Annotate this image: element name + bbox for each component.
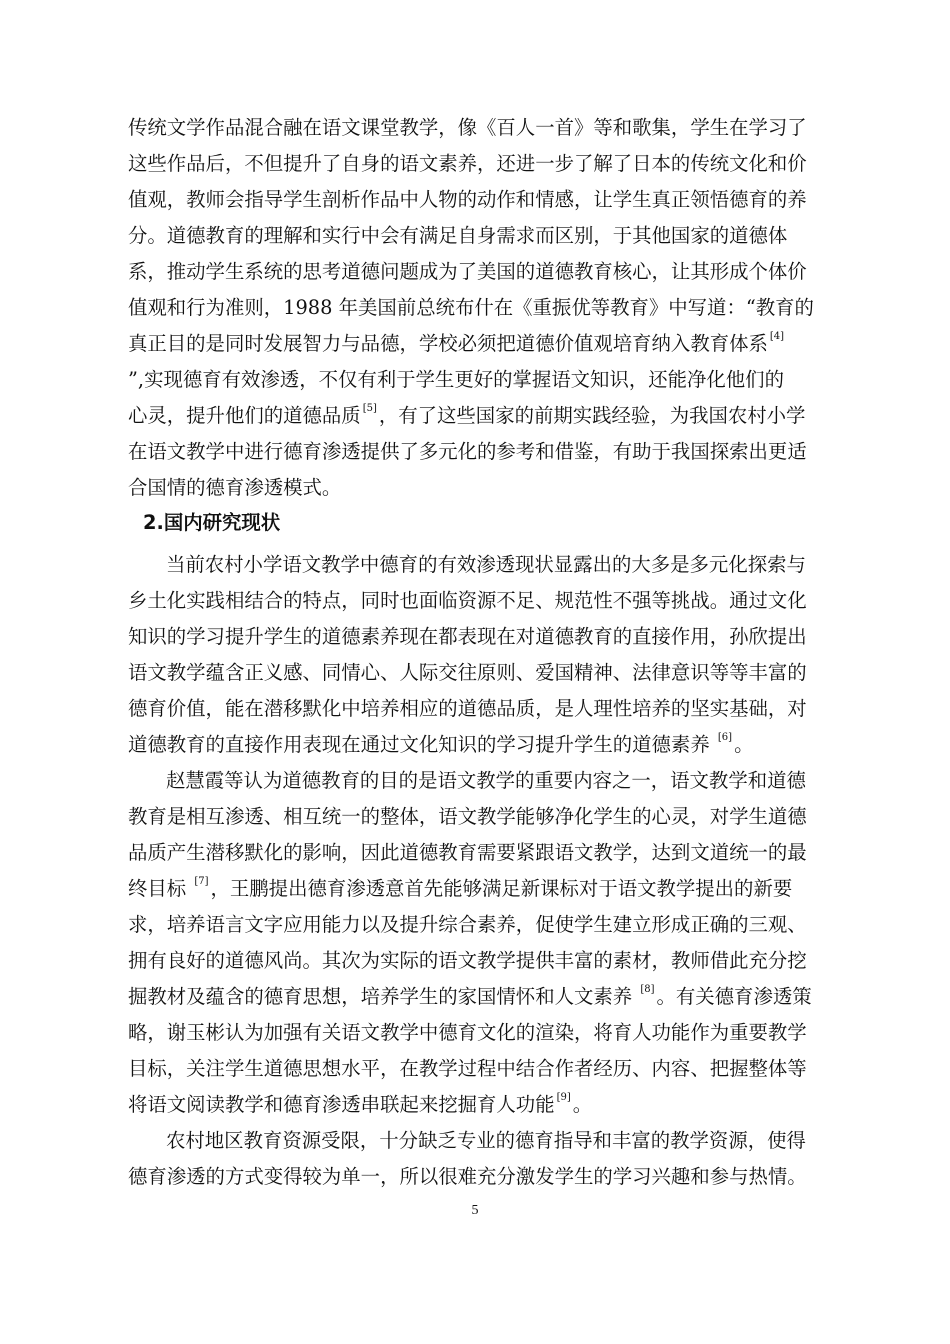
text-line: 求，培养语言文字应用能力以及提升综合素养，促使学生建立形成正确的三观、 [128, 913, 807, 936]
text-line: 赵慧霞等认为道德教育的目的是语文教学的重要内容之一，语文教学和道德 [166, 769, 806, 792]
section-heading: 2.国内研究现状 [143, 511, 281, 534]
text-segment: 。有关德育渗透策 [656, 985, 812, 1008]
text-segment: 道德教育的直接作用表现在通过文化知识的学习提升学生的道德素养 [128, 733, 710, 756]
text-segment: 掘教材及蕴含的德育思想，培养学生的家国情怀和人文素养 [128, 985, 633, 1008]
page-number: 5 [471, 1203, 479, 1218]
text-line: 传统文学作品混合融在语文课堂教学，像《百人一首》等和歌集，学生在学习了 [128, 116, 807, 139]
text-line: 系，推动学生系统的思考道德问题成为了美国的道德教育核心，让其形成个体价 [128, 260, 807, 283]
text-line: 德育价值，能在潜移默化中培养相应的道德品质，是人理性培养的坚实基础，对 [128, 697, 807, 720]
citation-ref-4: [4] [769, 331, 785, 342]
text-segment: 将语文阅读教学和德育渗透串联起来挖掘育人功能 [128, 1093, 555, 1116]
text-line: 值观，教师会指导学生剖析作品中人物的动作和情感，让学生真正领悟德育的养 [128, 188, 807, 211]
text-segment: 心灵，提升他们的道德品质 [128, 404, 361, 427]
text-line: 知识的学习提升学生的道德素养现在都表现在对道德教育的直接作用，孙欣提出 [128, 625, 807, 648]
text-segment: 。 [572, 1093, 593, 1116]
citation-ref-6: [6] [717, 732, 733, 743]
text-line: 在语文教学中进行德育渗透提供了多元化的参考和借鉴，有助于我国探索出更适 [128, 440, 807, 463]
text-line: 分。道德教育的理解和实行中会有满足自身需求而区别，于其他国家的道德体 [128, 224, 788, 247]
text-segment: 终目标 [128, 877, 187, 900]
text-line: 语文教学蕴含正义感、同情心、人际交往原则、爱国精神、法律意识等等丰富的 [128, 661, 807, 684]
text-line: 乡土化实践相结合的特点，同时也面临资源不足、规范性不强等挑战。通过文化 [128, 589, 807, 612]
citation-ref-9: [9] [556, 1092, 571, 1103]
text-line: 拥有良好的道德风尚。其次为实际的语文教学提供丰富的素材，教师借此充分挖 [128, 949, 807, 972]
text-line: 德育渗透的方式变得较为单一，所以很难充分激发学生的学习兴趣和参与热情。 [128, 1165, 807, 1188]
text-line: 合国情的德育渗透模式。 [128, 476, 342, 499]
text-line: 这些作品后，不但提升了自身的语文素养，还进一步了解了日本的传统文化和价 [128, 152, 807, 175]
text-line: 当前农村小学语文教学中德育的有效渗透现状显露出的大多是多元化探索与 [166, 553, 806, 576]
text-line [128, 326, 828, 362]
text-line [128, 1087, 828, 1123]
text-line: 略，谢玉彬认为加强有关语文教学中德育文化的渲染，将育人功能作为重要教学 [128, 1021, 807, 1044]
text-line: 农村地区教育资源受限，十分缺乏专业的德育指导和丰富的教学资源，使得 [166, 1129, 806, 1152]
text-line: 品质产生潜移默化的影响，因此道德教育需要紧跟语文教学，达到文道统一的最 [128, 841, 807, 864]
text-segment: 真正目的是同时发展智力与品德，学校必须把道德价值观培育纳入教育体系 [128, 332, 768, 355]
citation-ref-5: [5] [362, 403, 377, 414]
text-line: 值观和行为准则，1988 年美国前总统布什在《重振优等教育》中写道：“教育的 [128, 296, 814, 319]
citation-ref-8: [8] [640, 984, 655, 995]
text-line: 教育是相互渗透、相互统一的整体，语文教学能够净化学生的心灵，对学生道德 [128, 805, 807, 828]
text-segment: ，有了这些国家的前期实践经验，为我国农村小学 [378, 404, 806, 427]
text-line: ”,实现德育有效渗透，不仅有利于学生更好的掌握语文知识，还能净化他们的 [128, 368, 784, 391]
text-segment: 。 [734, 733, 754, 756]
text-line [128, 398, 828, 434]
text-line: 目标，关注学生道德思想水平，在教学过程中结合作者经历、内容、把握整体等 [128, 1057, 807, 1080]
text-line [128, 727, 828, 763]
text-segment: ，王鹏提出德育渗透意首先能够满足新课标对于语文教学提出的新要 [210, 877, 793, 900]
citation-ref-7: [7] [194, 876, 209, 887]
text-line [128, 871, 828, 907]
text-line [128, 979, 828, 1015]
